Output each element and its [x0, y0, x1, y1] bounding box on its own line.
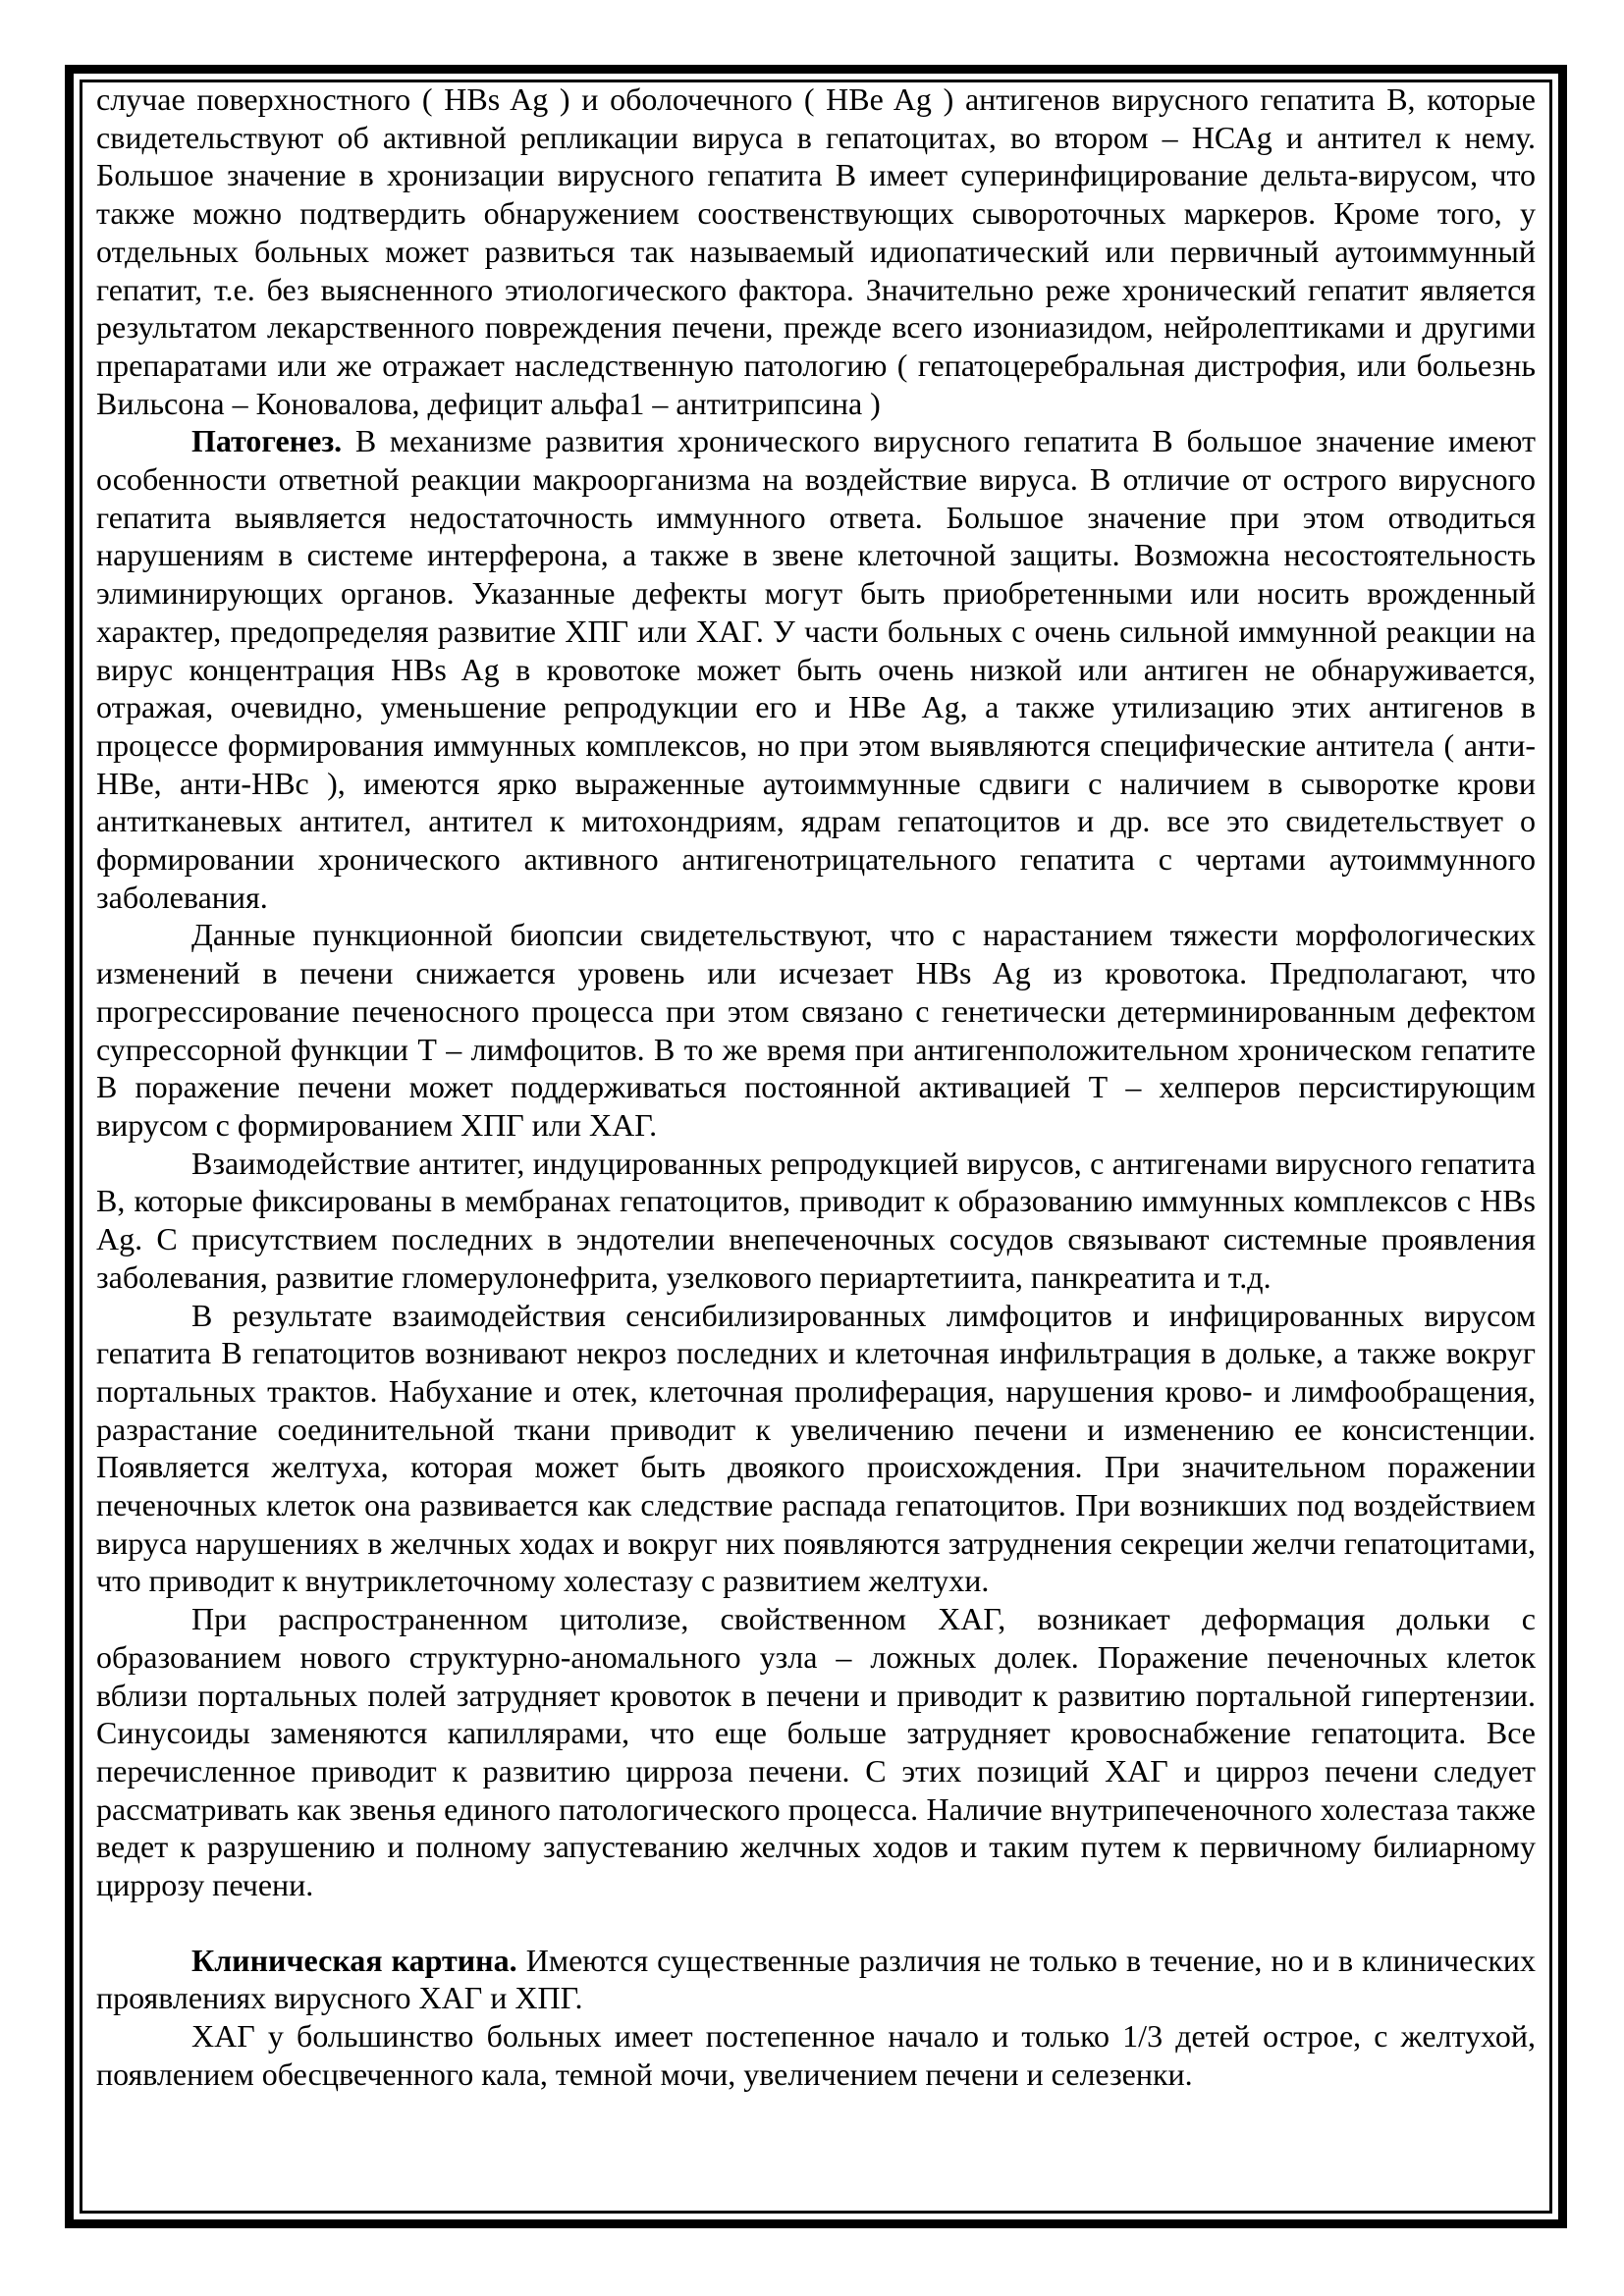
paragraph-spacer	[96, 1904, 1536, 1942]
paragraph-cirrhosis	[96, 1600, 1536, 1904]
section-heading-pathogenesis: Патогенез.	[191, 423, 343, 459]
paragraph-biopsy	[96, 916, 1536, 1144]
paragraph-etiology	[96, 80, 1536, 422]
paragraph-text: случае поверхностного ( HBs Ag ) и оболочечного ( HBe Ag ) антигенов вирусного гепатита В, которые свидетельствуют об активной репликации вируса в гепатоцитах, во втором – НСАg и антител к нему. Большое значение в хронизации вирусного гепатита В имеет суперинфицирование дельта-вирусом, что также можно подтвердить обнаружением сооственствующих сывороточных маркеров. Кроме того, у отдельных больных может развиться так называемый идиопатический или первичный аутоиммунный гепатит, т.е. без выясненного этиологического фактора. Значительно реже хронический гепатит является результатом лекарственного повреждения печени, прежде всего изониазидом, нейролептиками и другими препаратами или же отражает наследственную патологию ( гепатоцеребральная дистрофия, или больезнь Вильсона – Коновалова, дефицит альфа1 – антитрипсина )	[96, 81, 1536, 421]
paragraph-text: В результате взаимодействия сенсибилизированных лимфоцитов и инфицированных вирусом гепатита В гепатоцитов вознивают некроз последних и клеточная инфильтрация в дольке, а также вокруг портальных трактов. Набухание и отек, клеточная пролиферация, нарушения крово- и лимфообращения, разрастание соединительной ткани приводит к увеличению печени и изменению ее консистенции. Появляется желтуха, которая может быть двоякого происхождения. При значительном поражении печеночных клеток она развивается как следствие распада гепатоцитов. При возникших под воздействием вируса нарушениях в желчных ходах и вокруг них появляются затруднения секреции желчи гепатоцитами, что приводит к внутриклеточному холестазу с развитием желтухи.	[96, 1297, 1536, 1599]
paragraph-clinical-picture	[96, 1942, 1536, 2017]
paragraph-text: Имеются существенные различия не только в течение, но и в клинических проявлениях вирусного ХАГ и ХПГ.	[96, 1942, 1537, 2016]
paragraph-text: ХАГ у большинство больных имеет постепенное начало и только 1/3 детей острое, с желтухой, появлением обесцвеченного кала, темной мочи, увеличением печени и селезенки.	[96, 2018, 1536, 2092]
paragraph-text: Взаимодействие антитег, индуцированных репродукцией вирусов, с антигенами вирусного гепатита В, которые фиксированы в мембранах гепатоцитов, приводит к образованию иммунных комплексов с HBs Ag. С присутствием последних в эндотелии внепеченочных сосудов связывают системные проявления заболевания, развитие гломерулонефрита, узелкового периартетиита, панкреатита и т.д.	[96, 1145, 1536, 1295]
section-heading-clinical-picture: Клиническая картина.	[191, 1942, 517, 1978]
document-body	[96, 80, 1536, 2094]
paragraph-immune-complexes	[96, 1145, 1536, 1297]
paragraph-cag-onset	[96, 2017, 1536, 2093]
paragraph-text: Данные пункционной биопсии свидетельствуют, что с нарастанием тяжести морфологических изменений в печени снижается уровень или исчезает HBs Ag из кровотока. Предполагают, что прогрессирование печеносного процесса при этом связано с генетически детерминированным дефектом супрессорной функции Т – лимфоцитов. В то же время при антигенположительном хроническом гепатите В поражение печени может поддерживаться постоянной активацией Т – хелперов персистирующим вирусом с формированием ХПГ или ХАГ.	[96, 917, 1536, 1143]
paragraph-text: В механизме развития хронического вирусного гепатита В большое значение имеют особенности ответной реакции макроорганизма на воздействие вируса. В отличие от острого вирусного гепатита выявляется недостаточность иммунного ответа. Большое значение при этом отводиться нарушениям в системе интерферона, а также в звене клеточной защиты. Возможна несостоятельность элиминирующих органов. Указанные дефекты могут быть приобретенными или носить врожденный характер, предопределяя развитие ХПГ или ХАГ. У части больных с очень сильной иммунной реакции на вирус концентрация HBs Ag в кровотоке может быть очень низкой или антиген не обнаруживается, отражая, очевидно, уменьшение репродукции его и HBe Ag, а также утилизацию этих антигенов в процессе формирования иммунных комплексов, но при этом выявляются специфические антитела ( анти-HBe, анти-HBc ), имеются ярко выраженные аутоиммунные сдвиги с наличием в сыворотке крови антитканевых антител, антител к митохондриям, ядрам гепатоцитов и др. все это свидетельствует о формировании хронического активного антигенотрицательного гепатита с чертами аутоиммунного заболевания.	[96, 423, 1536, 915]
paragraph-necrosis	[96, 1297, 1536, 1601]
paragraph-text: При распространенном цитолизе, свойственном ХАГ, возникает деформация дольки с образованием нового структурно-аномального узла – ложных долек. Поражение печеночных клеток вблизи портальных полей затрудняет кровоток в печени и приводит к развитию портальной гипертензии. Синусоиды заменяются капиллярами, что еще больше затрудняет кровоснабжение гепатоцита. Все перечисленное приводит к развитию цирроза печени. С этих позиций ХАГ и цирроз печени следует рассматривать как звенья единого патологического процесса. Наличие внутрипеченочного холестаза также ведет к разрушению и полному запустеванию желчных ходов и таким путем к первичному билиарному циррозу печени.	[96, 1601, 1536, 1903]
paragraph-pathogenesis	[96, 422, 1536, 916]
